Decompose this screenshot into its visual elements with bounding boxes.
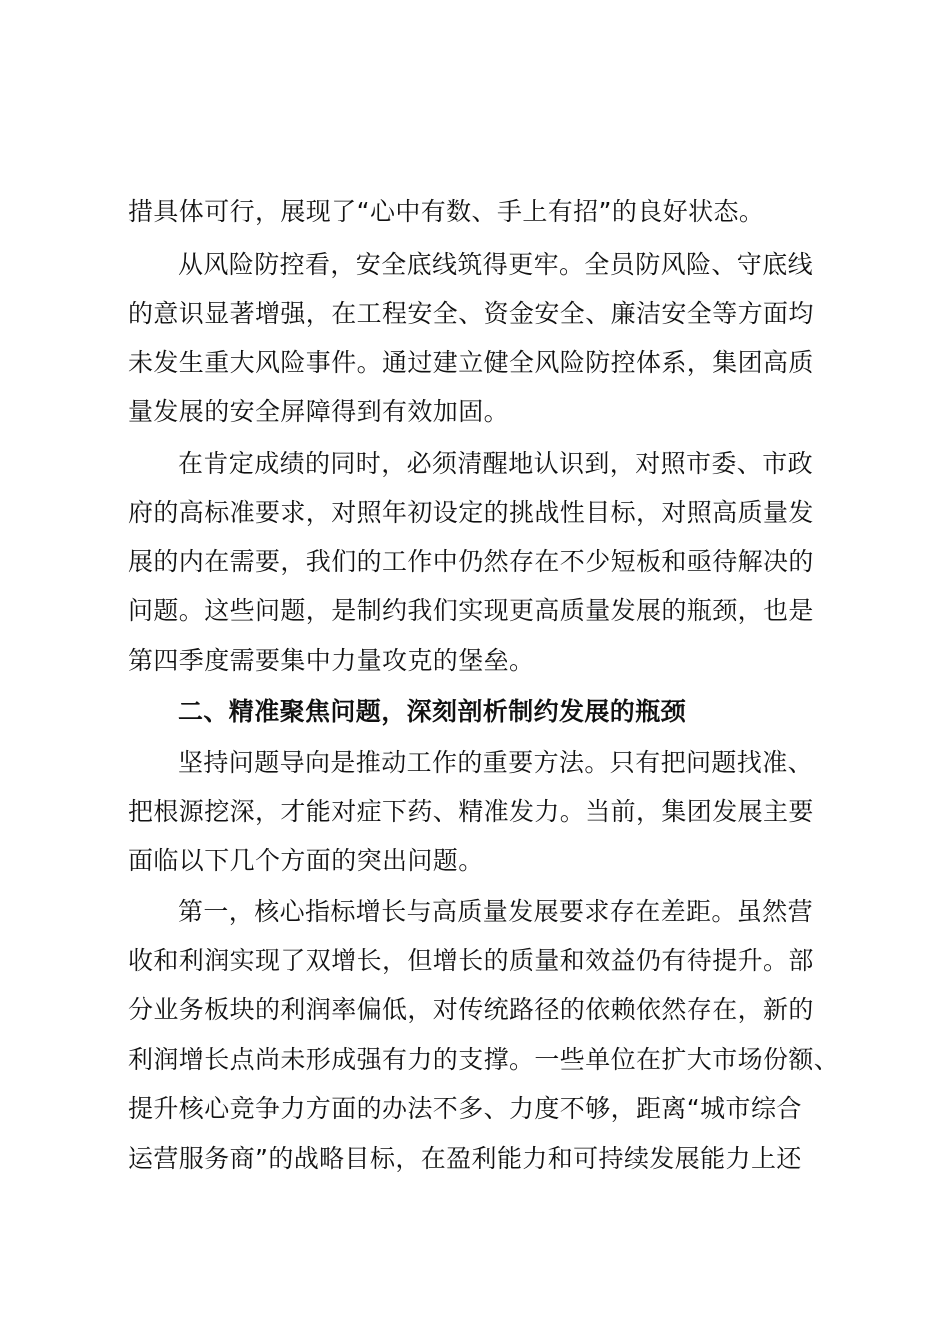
text-line: 未发生重大风险事件。通过建立健全风险防控体系，集团高质: [128, 348, 814, 377]
text-line: 提升核心竞争力方面的办法不多、力度不够，距离“城市综合: [128, 1094, 802, 1123]
paragraph-first-line: 在肯定成绩的同时，必须清醒地认识到，对照市委、市政: [178, 449, 814, 478]
text-line: 问题。这些问题，是制约我们实现更高质量发展的瓶颈，也是: [128, 596, 814, 625]
text-line: 府的高标准要求，对照年初设定的挑战性目标，对照高质量发: [128, 498, 814, 527]
text-line: 收和利润实现了双增长，但增长的质量和效益仍有待提升。部: [128, 946, 814, 975]
text-line: 量发展的安全屏障得到有效加固。: [128, 397, 510, 426]
text-line: 展的内在需要，我们的工作中仍然存在不少短板和亟待解决的: [128, 547, 814, 576]
paragraph-first-line: 第一，核心指标增长与高质量发展要求存在差距。虽然营: [178, 897, 814, 926]
text-line: 措具体可行，展现了“心中有数、手上有招”的良好状态。: [128, 197, 765, 226]
text-line: 运营服务商”的战略目标，在盈利能力和可持续发展能力上还: [128, 1144, 802, 1173]
text-line: 第四季度需要集中力量攻克的堡垒。: [128, 646, 535, 675]
paragraph-first-line: 坚持问题导向是推动工作的重要方法。只有把问题找准、: [178, 748, 814, 777]
text-line: 分业务板块的利润率偏低，对传统路径的依赖依然存在，新的: [128, 995, 814, 1024]
section-heading: 二、精准聚焦问题，深刻剖析制约发展的瓶颈: [178, 697, 687, 726]
text-line: 面临以下几个方面的突出问题。: [128, 846, 484, 875]
text-line: 把根源挖深，才能对症下药、精准发力。当前，集团发展主要: [128, 797, 814, 826]
text-line: 利润增长点尚未形成强有力的支撑。一些单位在扩大市场份额、: [128, 1045, 840, 1074]
paragraph-first-line: 从风险防控看，安全底线筑得更牢。全员防风险、守底线: [178, 250, 814, 279]
text-line: 的意识显著增强，在工程安全、资金安全、廉洁安全等方面均: [128, 299, 814, 328]
